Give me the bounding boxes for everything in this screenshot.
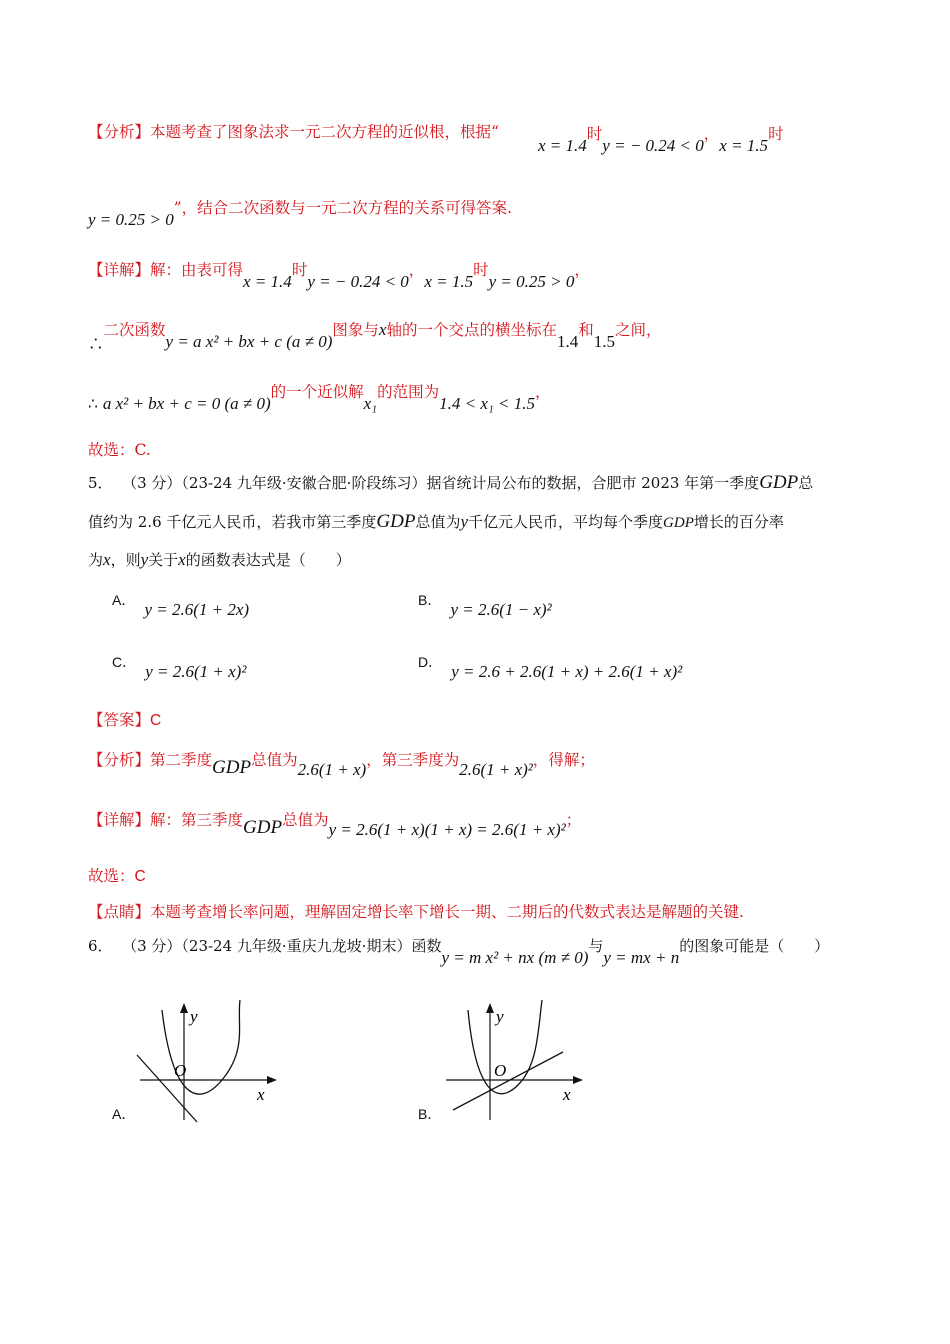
q5-question-line-3 (88, 549, 351, 570)
q5-text2c: 千亿元人民币，平均每个季度 (468, 513, 664, 531)
q5-option-c[interactable] (112, 652, 247, 681)
analysis-tag: 【分析】 (88, 123, 151, 141)
y-label: y (496, 1007, 504, 1026)
x-label: x (563, 1085, 571, 1104)
q6-text1: 函数 (411, 937, 442, 955)
de-end: ； (565, 811, 582, 829)
cond3-math: x = 1.5 (719, 136, 769, 155)
d3-suffix: 时 (473, 261, 489, 279)
origin-label: O (494, 1061, 507, 1080)
q4-choice (88, 438, 151, 460)
q6-number: 6． (88, 937, 113, 955)
q6-source: （23-24 九年级·重庆九龙坡·期末） (181, 937, 412, 955)
choice-label: 故选： (88, 441, 135, 459)
q5-source: （23-24 九年级·安徽合肥·阶段练习） (181, 474, 427, 492)
q5-score: （3 分） (122, 474, 182, 492)
cond1-suffix: 时 (586, 125, 603, 143)
option-label: A． (112, 1106, 136, 1122)
q4-analysis-math: x = 1.4时y = − 0.24 < 0，x = 1.5时 (538, 125, 784, 155)
gdp-term-5: GDP (243, 817, 283, 838)
s1-and: 和 (578, 321, 594, 339)
graph-b (438, 1000, 598, 1130)
q5-text2: 值约为 2.6 千亿元人民币，若我市第三季度 (88, 513, 377, 531)
q5-text3d: 的函数表达式是（ ） (185, 551, 351, 569)
y-var: y (460, 512, 469, 531)
choice-label: 故选： (88, 867, 135, 885)
q6-expr1: y = m x² + nx (m ≠ 0) (441, 948, 589, 967)
cond2-math: y = − 0.24 < 0 (602, 136, 704, 155)
s1-var: x (378, 320, 387, 339)
analysis-tail: ”，结合二次函数与一元二次方程的关系可得答案. (173, 199, 513, 217)
choice-value: C. (134, 441, 151, 459)
an-expr2: 2.6(1 + x)² (459, 760, 533, 779)
d1-math: x = 1.4 (243, 272, 292, 291)
q5-option-b[interactable] (418, 590, 552, 619)
q5-option-d[interactable] (418, 652, 683, 681)
d1-suffix: 时 (291, 261, 308, 279)
q5-question-line-2 (88, 511, 784, 533)
q5-text2b: 总值为 (415, 513, 461, 531)
q6-text3: 的图象可能是（ ） (679, 937, 830, 955)
q5-detail (88, 808, 582, 839)
q5-option-a[interactable] (112, 590, 250, 619)
q5-review (88, 900, 744, 922)
y-var-2: y (140, 550, 149, 569)
an-4: ，得解； (532, 751, 595, 769)
q4-statement-2: ∴ a x² + bx + c = 0 (a ≠ 0)的一个近似解x₁的范围为1.4 < x₁ < 1.5， (88, 383, 551, 413)
detail-text: 解：由表可得 (150, 261, 244, 279)
an-expr1: 2.6(1 + x) (297, 760, 367, 779)
option-expr: y = 2.6 + 2.6(1 + x) + 2.6(1 + x)² (451, 662, 683, 681)
an-3: ，第三季度为 (366, 751, 460, 769)
therefore-symbol: ∴ (88, 335, 104, 353)
review-text: 本题考查增长率问题，理解固定增长率下增长一期、二期后的代数式表达是解题的关键. (150, 903, 744, 921)
q4-analysis-line (88, 120, 499, 142)
q6-text2: 与 (588, 937, 604, 955)
gdp-term-4: GDP (212, 757, 252, 778)
s1-pre: 二次函数 (103, 321, 166, 339)
s1-mid: 图象与 (332, 321, 379, 339)
cond4-math: y = 0.25 > 0 (88, 210, 174, 229)
x-label: x (257, 1085, 265, 1104)
q5-text2d: 增长的百分率 (693, 513, 784, 531)
q5-text3c: 关于 (148, 551, 179, 569)
s2-mid2: 的范围为 (377, 383, 440, 401)
option-expr: y = 2.6(1 + 2x) (144, 600, 250, 619)
q5-answer (88, 708, 161, 730)
therefore-symbol-2: ∴ (88, 395, 98, 413)
q4-analysis-line2 (88, 196, 513, 229)
de-2: 总值为 (282, 811, 329, 829)
graph-a (132, 1000, 292, 1130)
option-label: A． (112, 592, 136, 608)
an-2: 总值为 (251, 751, 298, 769)
x-var-2: x (178, 550, 186, 569)
de-expr: y = 2.6(1 + x)(1 + x) = 2.6(1 + x)² (328, 820, 566, 839)
gdp-term-2: GDP (376, 511, 416, 532)
an-1: 第二季度 (150, 751, 213, 769)
q5-text3: 为 (88, 551, 104, 569)
gdp-term-3: GDP (663, 515, 694, 531)
answer-tag: 【答案】 (88, 711, 151, 729)
q5-choice (88, 864, 146, 886)
s1-a: 1.4 (556, 332, 579, 351)
d3-math: x = 1.5 (424, 272, 474, 291)
cond3-suffix: 时 (768, 125, 784, 143)
q5-analysis (88, 748, 595, 779)
q4-statement-1 (88, 318, 662, 353)
s1-math: y = a x² + bx + c (a ≠ 0) (165, 332, 333, 351)
s2-range: 1.4 < x₁ < 1.5 (439, 394, 536, 413)
y-axis-arrow (486, 1003, 494, 1013)
de-1: 解：第三季度 (150, 811, 244, 829)
review-tag: 【点睛】 (88, 903, 151, 921)
line (453, 1052, 563, 1110)
s2-var: x₁ (363, 394, 378, 413)
detail-tag: 【详解】 (88, 811, 151, 829)
option-label: C． (112, 654, 137, 670)
detail-tag: 【详解】 (88, 261, 151, 279)
option-label: B． (418, 592, 442, 608)
option-label: B． (418, 1106, 442, 1122)
q5-number: 5． (88, 474, 113, 492)
d2-math: y = − 0.24 < 0 (307, 272, 409, 291)
d4-math: y = 0.25 > 0 (488, 272, 575, 291)
y-axis-arrow (180, 1003, 188, 1013)
s2-math: a x² + bx + c = 0 (a ≠ 0) (102, 394, 271, 413)
x-var: x (103, 550, 111, 569)
q4-detail-line: 【详解】解：由表可得x = 1.4时y = − 0.24 < 0，x = 1.5时y = 0.25 > 0， (88, 261, 590, 291)
gdp-term: GDP (759, 472, 799, 493)
line (137, 1055, 197, 1122)
x-axis-arrow (573, 1076, 583, 1084)
q6-expr2: y = mx + n (603, 948, 680, 967)
option-label: D． (418, 654, 443, 670)
analysis-tag: 【分析】 (88, 751, 151, 769)
answer-value: C (150, 712, 162, 729)
option-expr: y = 2.6(1 + x)² (145, 662, 247, 681)
cond1-math: x = 1.4 (538, 136, 587, 155)
origin-label: O (174, 1061, 187, 1080)
s2-mid: 的一个近似解 (270, 383, 364, 401)
q5-text1b: 总 (798, 474, 814, 492)
choice-value: C (134, 868, 146, 885)
q6-question-line (88, 935, 830, 967)
y-label: y (190, 1007, 198, 1026)
analysis-text: 本题考查了图象法求一元二次方程的近似根，根据“ (150, 123, 499, 141)
q5-text1: 据省统计局公布的数据，合肥市 2023 年第一季度 (426, 474, 760, 492)
q6-score: （3 分） (122, 937, 182, 955)
s1-b: 1.5 (593, 332, 615, 351)
q5-question-line-1 (88, 472, 813, 494)
x-axis-arrow (267, 1076, 277, 1084)
s1-end: 之间， (614, 321, 662, 339)
option-expr: y = 2.6(1 − x)² (450, 600, 552, 619)
s1-mid2: 轴的一个交点的横坐标在 (386, 321, 557, 339)
q5-text3b: ，则 (110, 551, 141, 569)
